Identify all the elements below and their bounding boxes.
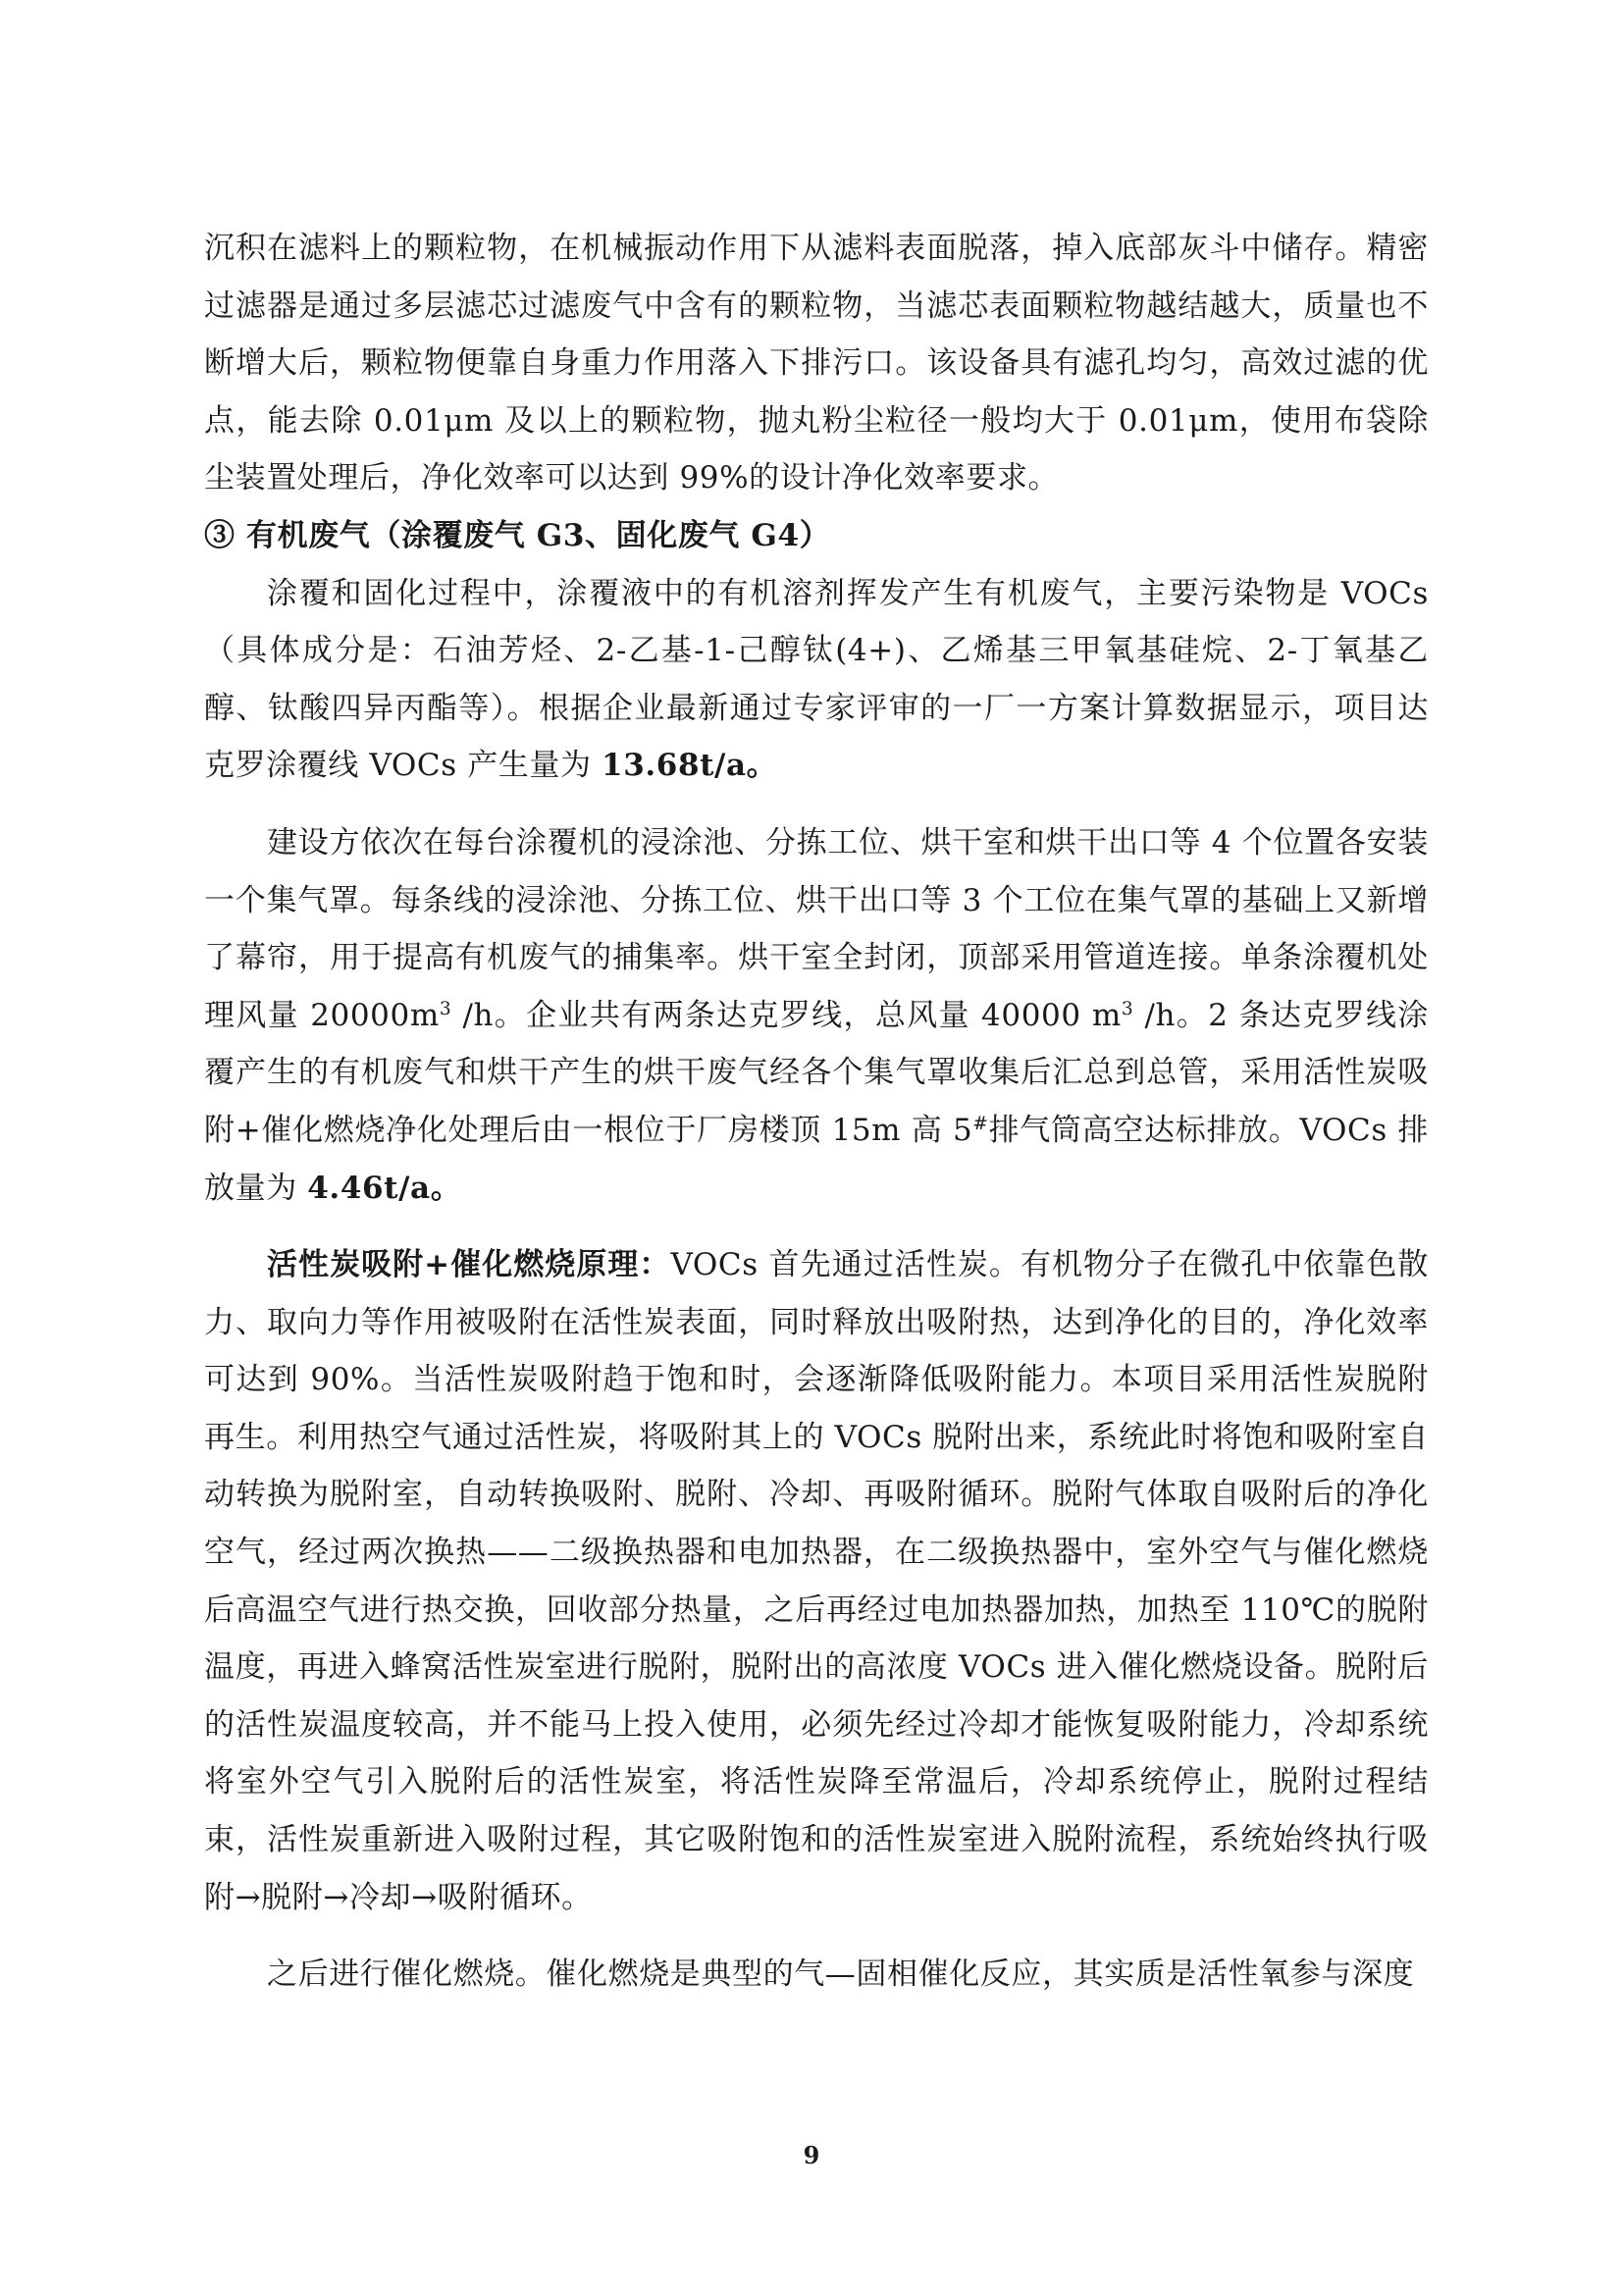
paragraph-text: 排气筒高空达标排放。VOCs 排放量为: [204, 1112, 1429, 1206]
vocs-generation-value: 13.68t/a。: [602, 748, 778, 784]
paragraph-adsorption-principle: [204, 1236, 1429, 1926]
paragraph-text: /h。2 条达克罗线涂覆产生的有机废气和烘干产生的烘干废气经各个集气罩收集后汇总到总管，采用活性炭吸附+催化燃烧净化处理后由一根位于厂房楼顶 15m 高 5: [204, 997, 1429, 1148]
superscript: #: [972, 1113, 989, 1134]
superscript: 3: [439, 998, 452, 1019]
paragraph-text: 沉积在滤料上的颗粒物，在机械振动作用下从滤料表面脱落，掉入底部灰斗中储存。精密过滤器是通过多层滤芯过滤废气中含有的颗粒物，当滤芯表面颗粒物越结越大，质量也不断增大后，颗粒物便靠自身重力作用落入下排污口。该设备具有滤孔均匀，高效过滤的优点，能去除 0.01μm 及以上的颗粒物，抛丸粉尘粒径一般均大于 0.01μm，使用布袋除尘装置处理后，净化效率可以达到 99%的设计净化效率要求。: [204, 231, 1429, 496]
paragraph-text: 之后进行催化燃烧。催化燃烧是典型的气—固相催化反应，其实质是活性氧参与深度: [267, 1957, 1415, 1993]
page-number: 9: [803, 2141, 820, 2169]
paragraph-catalytic-combustion: [204, 1946, 1429, 2004]
section-heading-organic-waste-gas: ③ 有机废气（涂覆废气 G3、固化废气 G4）: [204, 517, 831, 553]
principle-label: 活性炭吸附+催化燃烧原理：: [267, 1247, 671, 1283]
page-content: [204, 220, 1429, 2004]
paragraph-bag-filter: [204, 220, 1429, 507]
paragraph-text: /h。企业共有两条达克罗线，总风量 40000 m: [451, 997, 1122, 1033]
paragraph-text: 建设方依次在每台涂覆机的浸涂池、分拣工位、烘干室和烘干出口等 4 个位置各安装一个集气罩。每条线的浸涂池、分拣工位、烘干出口等 3 个工位在集气罩的基础上又新增了幕帘，用于提高有机废气的捕集率。烘干室全封闭，顶部采用管道连接。单条涂覆机处理风量 20000m: [204, 824, 1429, 1033]
paragraph-collection-system: [204, 814, 1429, 1217]
paragraph-text: VOCs 首先通过活性炭。有机物分子在微孔中依靠色散力、取向力等作用被吸附在活性炭表面，同时释放出吸附热，达到净化的目的，净化效率可达到 90%。当活性炭吸附趋于饱和时，会逐渐降低吸附能力。本项目采用活性炭脱附再生。利用热空气通过活性炭，将吸附其上的 VOCs 脱附出来，系统此时将饱和吸附室自动转换为脱附室，自动转换吸附、脱附、冷却、再吸附循环。脱附气体取自吸附后的净化空气，经过两次换热——二级换热器和电加热器，在二级换热器中，室外空气与催化燃烧后高温空气进行热交换，回收部分热量，之后再经过电加热器加热，加热至 110℃的脱附温度，再进入蜂窝活性炭室进行脱附，脱附出的高浓度 VOCs 进入催化燃烧设备。脱附后的活性炭温度较高，并不能马上投入使用，必须先经过冷却才能恢复吸附能力，冷却系统将室外空气引入脱附后的活性炭室，将活性炭降至常温后，冷却系统停止，脱附过程结束，活性炭重新进入吸附过程，其它吸附饱和的活性炭室进入脱附流程，系统始终执行吸附→脱附→冷却→吸附循环。: [204, 1247, 1429, 1915]
paragraph-text: 涂覆和固化过程中，涂覆液中的有机溶剂挥发产生有机废气，主要污染物是 VOCs（具体成分是：石油芳烃、2-乙基-1-己醇钛(4+)、乙烯基三甲氧基硅烷、2-丁氧基乙醇、钛酸四异丙酯等）。根据企业最新通过专家评审的一厂一方案计算数据显示，项目达克罗涂覆线 VOCs 产生量为: [204, 575, 1429, 784]
paragraph-organic-gas-generation: [204, 565, 1429, 795]
vocs-emission-value: 4.46t/a。: [307, 1170, 462, 1206]
superscript: 3: [1121, 998, 1134, 1019]
